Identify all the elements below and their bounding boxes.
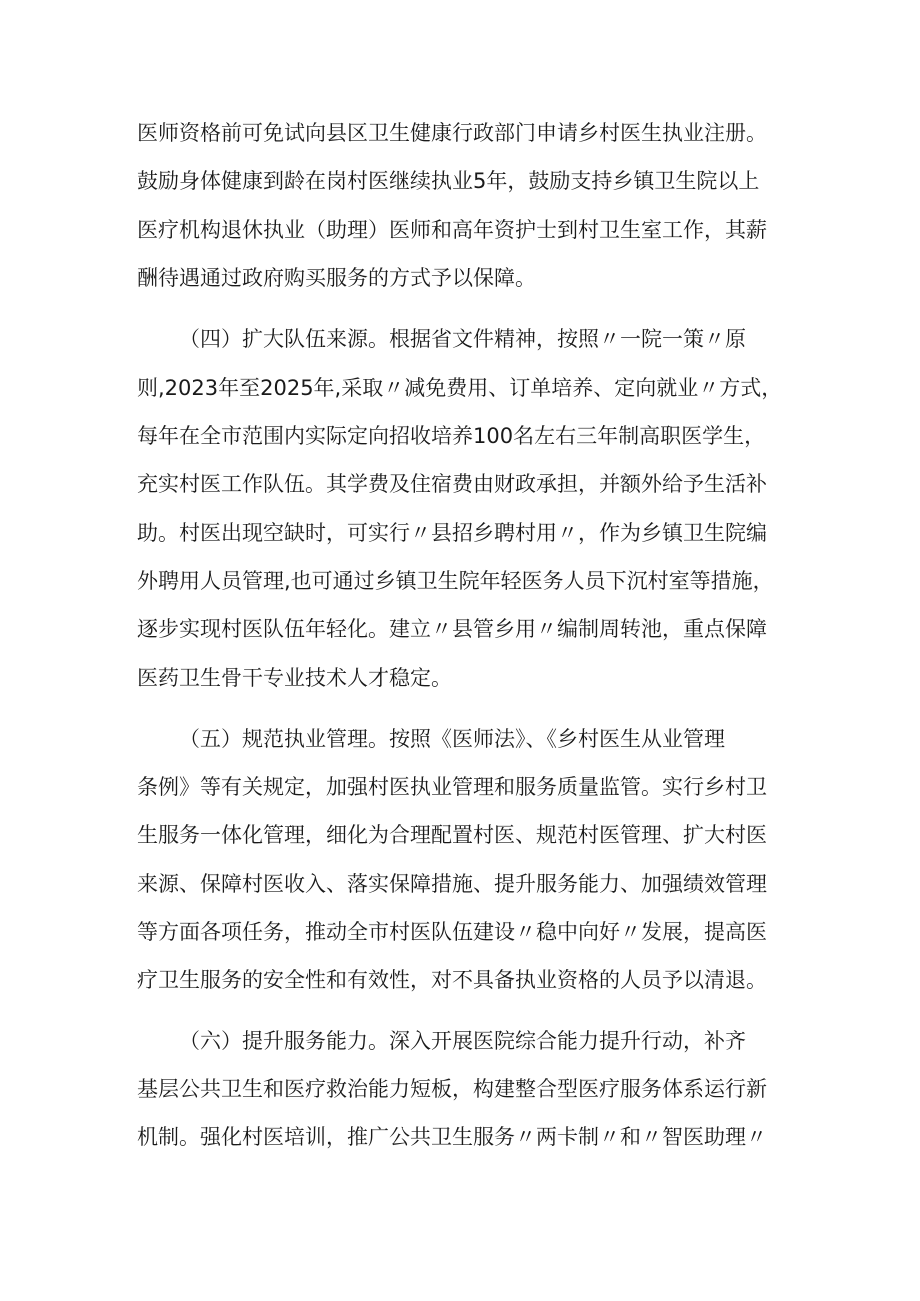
text-line: 医师资格前可免试向县区卫生健康行政部门申请乡村医生执业注册。	[137, 121, 767, 145]
text-line: 基层公共卫生和医疗救治能力短板，构建整合型医疗服务体系运行新	[137, 1077, 767, 1101]
text-line: 酬待遇通过政府购买服务的方式予以保障。	[137, 266, 536, 290]
text-line: 医疗机构退休执业（助理）医师和高年资护士到村卫生室工作，其薪	[137, 218, 767, 242]
text-line: 等方面各项任务，推动全市村医队伍建设〃稳中向好〃发展，提高医	[137, 920, 767, 944]
text-line: 条例》等有关规定，加强村医执业管理和服务质量监管。实行乡村卫	[137, 775, 767, 799]
text-line: 逐步实现村医队伍年轻化。建立〃县管乡用〃编制周转池，重点保障	[137, 617, 767, 641]
paragraph-heading-line: （六）提升服务能力。深入开展医院综合能力提升行动，补齐	[179, 1029, 746, 1053]
paragraph-heading-line: （四）扩大队伍来源。根据省文件精神，按照〃一院一策〃原	[179, 327, 746, 351]
text-line: 来源、保障村医收入、落实保障措施、提升服务能力、加强绩效管理	[137, 872, 767, 896]
text-line: 鼓励身体健康到龄在岗村医继续执业5年，鼓励支持乡镇卫生院以上	[137, 169, 760, 193]
text-line: 充实村医工作队伍。其学费及住宿费由财政承担，并额外给予生活补	[137, 472, 767, 496]
text-line: 医药卫生骨干专业技术人才稳定。	[137, 666, 452, 690]
text-line: 生服务一体化管理，细化为合理配置村医、规范村医管理、扩大村医	[137, 823, 767, 847]
text-line: 外聘用人员管理,也可通过乡镇卫生院年轻医务人员下沉村室等措施，	[137, 569, 774, 593]
text-line: 每年在全市范围内实际定向招收培养100名左右三年制高职医学生，	[137, 424, 766, 448]
paragraph-heading-line: （五）规范执业管理。按照《医师法》、《乡村医生从业管理	[179, 727, 725, 751]
text-line: 则,2023年至2025年,采取〃减免费用、订单培养、定向就业〃方式，	[137, 376, 783, 400]
text-line: 助。村医出现空缺时，可实行〃县招乡聘村用〃，作为乡镇卫生院编	[137, 521, 767, 545]
text-line: 机制。强化村医培训，推广公共卫生服务〃两卡制〃和〃智医助理〃	[137, 1125, 767, 1149]
text-line: 疗卫生服务的安全性和有效性，对不具备执业资格的人员予以清退。	[137, 968, 767, 992]
